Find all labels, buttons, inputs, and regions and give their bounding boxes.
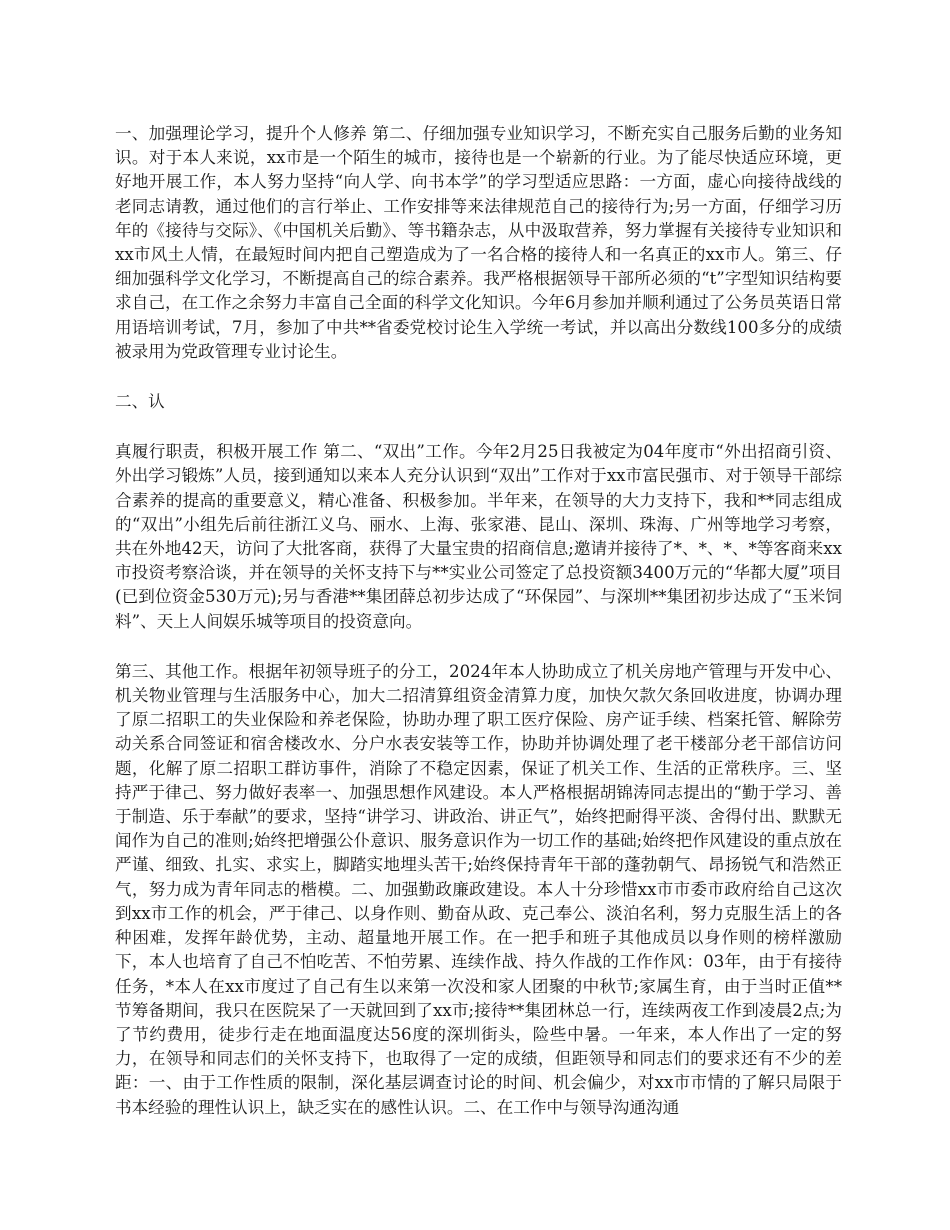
paragraph-other-work: 第三、其他工作。根据年初领导班子的分工，2024年本人协助成立了机关房地产管理与开发中心、机关物业管理与生活服务中心，加大二招清算组资金清算力度，加快欠款欠条回收进度，协调办理了原二招职工的失业保险和养老保险，协助办理了职工医疗保险、房产证手续、档案托管、解除劳动关系合同签证和宿舍楼改水、分户水表安装等工作，协助并协调处理了老干楼部分老干部信访问题，化解了原二招职工群访事件，消除了不稳定因素，保证了机关工作、生活的正常秩序。三、坚持严于律己、努力做好表率一、加强思想作风建设。本人严格根据胡锦涛同志提出的“勤于学习、善于制造、乐于奉献”的要求，坚持“讲学习、讲政治、讲正气”，始终把耐得平淡、舍得付出、默默无闻作为自己的准则;始终把增强公仆意识、服务意识作为一切工作的基础;始终把作风建设的重点放在严谨、细致、扎实、求实上，脚踏实地埋头苦干;始终保持青年干部的蓬勃朝气、昂扬锐气和浩然正气，努力成为青年同志的楷模。二、加强勤政廉政建设。本人十分珍惜xx市市委市政府给自己这次到xx市工作的机会，严于律己、以身作则、勤奋从政、克己奉公、淡泊名利，努力克服生活上的各种困难，发挥年龄优势，主动、超量地开展工作。在一把手和班子其他成员以身作则的榜样激励下，本人也培育了自己不怕吃苦、不怕劳累、连续作战、持久作战的工作作风：03年，由于有接待任务，*本人在xx市度过了自己有生以来第一次没和家人团聚的中秋节;家属生育，由于当时正值**节筹备期间，我只在医院呆了一天就回到了xx市;接待**集团林总一行，连续两夜工作到凌晨2点;为了节约费用，徒步行走在地面温度达56度的深圳街头，险些中暑。一年来，本人作出了一定的努力，在领导和同志们的关怀支持下，也取得了一定的成绩，但距领导和同志们的要求还有不少的差距：一、由于工作性质的限制，深化基层调查讨论的时间、机会偏少，对xx市市情的了解只局限于书本经验的理性认识上，缺乏实在的感性认识。二、在工作中与领导沟通沟通 — [115, 661, 842, 1117]
paragraph-duties: 真履行职责，积极开展工作 第二、“双出”工作。今年2月25日我被定为04年度市“外出招商引资、外出学习锻炼”人员，接到通知以来本人充分认识到“双出”工作对于xx市富民强市、对于领导干部综合素养的提高的重要意义，精心准备、积极参加。半年来，在领导的大力支持下，我和**同志组成的“双出”小组先后前往浙江义乌、丽水、上海、张家港、昆山、深圳、珠海、广州等地学习考察，共在外地42天，访问了大批客商，获得了大量宝贵的招商信息;邀请并接待了*、*、*、*等客商来xx市投资考察洽谈，并在领导的关怀支持下与**实业公司签定了总投资额3400万元的“华都大厦”项目(已到位资金530万元);另与香港**集团薛总初步达成了“环保园”、与深圳**集团初步达成了“玉米饲料”、天上人间娱乐城等项目的投资意向。 — [115, 442, 842, 631]
document-body — [115, 122, 842, 1146]
paragraph-study: 一、加强理论学习，提升个人修养 第二、仔细加强专业知识学习，不断充实自己服务后勤的业务知识。对于本人来说，xx市是一个陌生的城市，接待也是一个崭新的行业。为了能尽快适应环境，更好地开展工作，本人努力坚持“向人学、向书本学”的学习型适应思路：一方面，虚心向接待战线的老同志请教，通过他们的言行举止、工作安排等来法律规范自己的接待行为;另一方面，仔细学习历年的《接待与交际》、《中国机关后勤》、等书籍杂志，从中汲取营养，努力掌握有关接待专业知识和xx市风土人情，在最短时间内把自己塑造成为了一名合格的接待人和一名真正的xx市人。第三、仔细加强科学文化学习，不断提高自己的综合素养。我严格根据领导干部所必须的“t”字型知识结构要求自己，在工作之余努力丰富自己全面的科学文化知识。今年6月参加并顺利通过了公务员英语日常用语培训考试，7月，参加了中共**省委党校讨论生入学统一考试，并以高出分数线100多分的成绩被录用为党政管理专业讨论生。 — [115, 124, 842, 361]
paragraph-heading-fragment: 二、认 — [115, 392, 165, 412]
